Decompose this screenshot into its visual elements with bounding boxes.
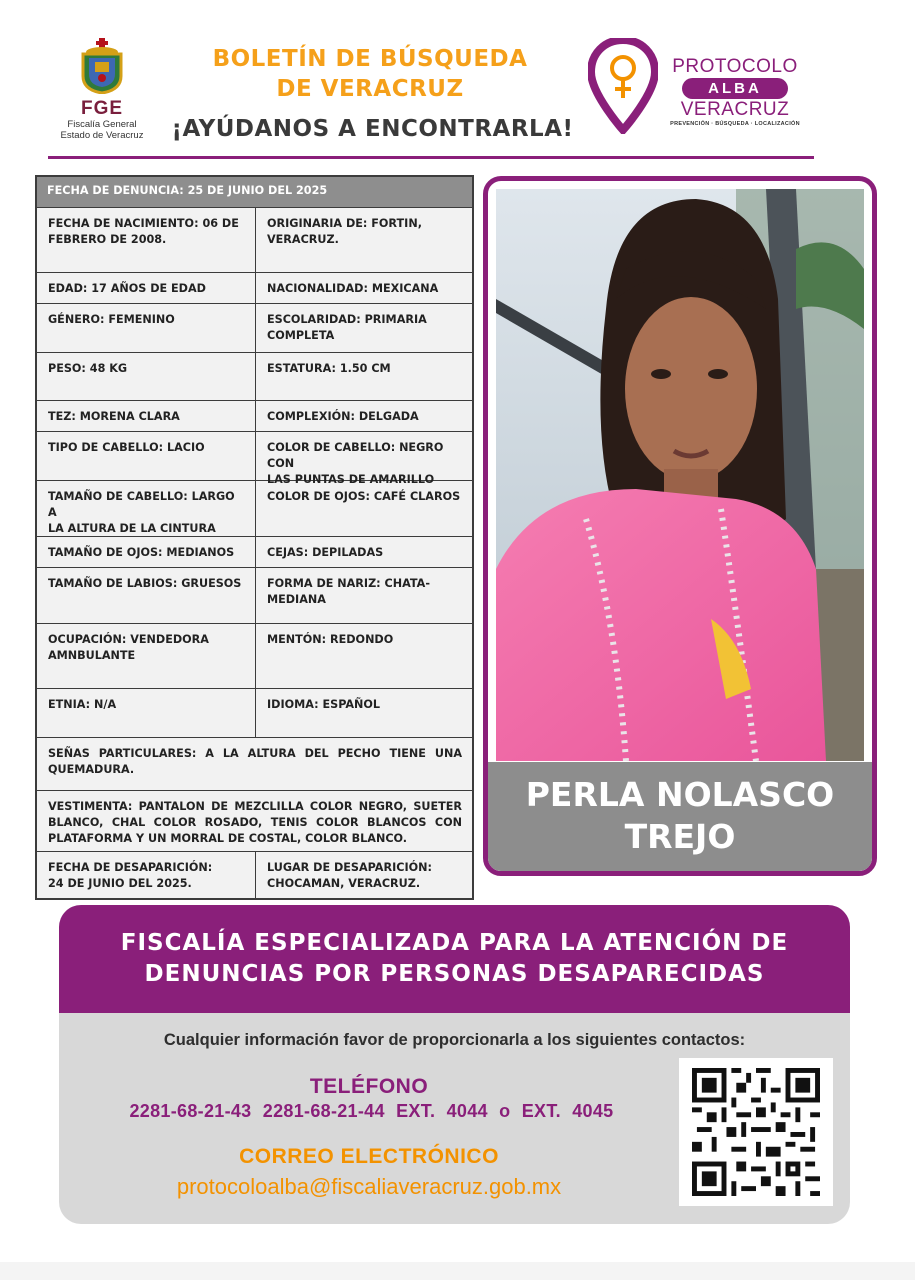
origin-cell: ORIGINARIA DE: FORTIN, VERACRUZ. <box>267 217 422 246</box>
qr-code[interactable] <box>679 1058 833 1206</box>
occupation-cell: OCUPACIÓN: VENDEDORA AMNBULANTE <box>37 624 256 688</box>
phone-label: TELÉFONO <box>309 1075 429 1098</box>
email-address[interactable]: protocoloalba@fiscaliaveracruz.gob.mx <box>176 1174 562 1199</box>
eye-size-cell: TAMAÑO DE OJOS: MEDIANOS <box>37 537 256 567</box>
table-row <box>37 401 472 432</box>
fiscalia-line1: FISCALÍA ESPECIALIZADA PARA LA ATENCIÓN DE <box>120 930 789 956</box>
nationality-cell: NACIONALIDAD: MEXICANA <box>267 282 439 295</box>
disappearance-date-cell: FECHA DE DESAPARICIÓN: 24 DE JUNIO DEL 2025. <box>37 852 256 898</box>
name-line2: TREJO <box>624 817 736 856</box>
fge-name-line2: Estado de Veracruz <box>60 130 144 141</box>
table-row <box>37 537 472 568</box>
table-row <box>37 738 472 791</box>
chin-cell: MENTÓN: REDONDO <box>267 633 394 646</box>
eye-color-cell: COLOR DE OJOS: CAFÉ CLAROS <box>267 490 461 503</box>
table-row <box>37 481 472 537</box>
hair-color-cell: COLOR DE CABELLO: NEGRO CON LAS PUNTAS DE AMARILLO <box>267 441 444 486</box>
protocolo-alba-logo <box>588 38 808 138</box>
veracruz-coat-of-arms-icon <box>77 38 127 94</box>
table-row <box>37 624 472 689</box>
missing-person-photo <box>496 189 864 761</box>
complexion-tone-cell: TEZ: MORENA CLARA <box>37 401 256 431</box>
hair-type-cell: TIPO DE CABELLO: LACIO <box>37 432 256 480</box>
email-label: CORREO ELECTRÓNICO <box>239 1145 499 1168</box>
female-location-pin-icon <box>588 38 658 134</box>
table-row <box>37 353 472 401</box>
height-cell: ESTATURA: 1.50 CM <box>267 362 391 375</box>
age-cell: EDAD: 17 AÑOS DE EDAD <box>37 273 256 303</box>
contact-intro: Cualquier información favor de proporcionarla a los siguientes contactos: <box>163 1031 746 1049</box>
contact-panel <box>59 1013 850 1224</box>
eyebrows-cell: CEJAS: DEPILADAS <box>267 546 384 559</box>
table-row <box>37 568 472 624</box>
fiscalia-banner <box>59 905 850 1013</box>
build-cell: COMPLEXIÓN: DELGADA <box>267 410 419 423</box>
hair-length-cell: TAMAÑO DE CABELLO: LARGO A LA ALTURA DE LA CINTURA <box>37 481 256 536</box>
alba-veracruz-label: VERACRUZ <box>680 99 790 120</box>
table-row <box>37 689 472 738</box>
missing-person-name <box>488 762 872 871</box>
table-row <box>37 273 472 304</box>
protocolo-alba-text <box>666 56 804 127</box>
header-divider <box>48 156 814 159</box>
phone-numbers[interactable]: 2281-68-21-43 2281-68-21-44 EXT. 4044 o EXT. 4045 <box>129 1101 614 1121</box>
fge-name-line1: Fiscalía General <box>67 119 137 130</box>
bulletin-title-line1: BOLETÍN DE BÚSQUEDA <box>212 46 528 72</box>
photo-frame <box>483 176 877 876</box>
help-find-her-heading: ¡AYÚDANOS A ENCONTRARLA! <box>171 116 574 142</box>
birth-date-cell: FECHA DE NACIMIENTO: 06 DE FEBRERO DE 2008. <box>37 208 256 272</box>
fge-abbreviation: FGE <box>80 98 124 119</box>
table-row <box>37 304 472 353</box>
schooling-cell: ESCOLARIDAD: PRIMARIA COMPLETA <box>267 313 427 342</box>
report-date-header: FECHA DE DENUNCIA: 25 DE JUNIO DEL 2025 <box>37 177 472 208</box>
page-footer-strip <box>0 1262 915 1280</box>
alba-protocolo-label: PROTOCOLO <box>672 56 798 77</box>
disappearance-place-cell: LUGAR DE DESAPARICIÓN: CHOCAMAN, VERACRUZ. <box>267 861 432 890</box>
table-row <box>37 852 472 898</box>
alba-pill: ALBA <box>682 78 788 99</box>
alba-tagline: PREVENCIÓN · BÚSQUEDA · LOCALIZACIÓN <box>670 121 800 127</box>
name-line1: PERLA NOLASCO <box>525 775 835 814</box>
nose-shape-cell: FORMA DE NARIZ: CHATA- MEDIANA <box>267 577 430 606</box>
language-cell: IDIOMA: ESPAÑOL <box>267 698 381 711</box>
lip-size-cell: TAMAÑO DE LABIOS: GRUESOS <box>37 568 256 623</box>
bulletin-title-line2: DE VERACRUZ <box>276 76 464 102</box>
missing-person-data-table <box>35 175 474 900</box>
qr-code-icon <box>691 1068 821 1196</box>
table-row <box>37 791 472 852</box>
fge-logo <box>52 38 152 148</box>
fiscalia-line2: DENUNCIAS POR PERSONAS DESAPARECIDAS <box>144 961 765 987</box>
weight-cell: PESO: 48 KG <box>37 353 256 400</box>
clothing-cell: VESTIMENTA: PANTALON DE MEZCLILLA COLOR NEGRO, SUETER BLANCO, CHAL COLOR ROSADO, TENIS COLOR BLANCOS CON PLATAFORMA Y UN MORRAL DE COSTAL, COLOR BLANCO. <box>48 800 462 845</box>
table-row <box>37 432 472 486</box>
table-row <box>37 208 472 273</box>
ethnicity-cell: ETNIA: N/A <box>37 689 256 737</box>
gender-cell: GÉNERO: FEMENINO <box>37 304 256 352</box>
distinguishing-marks-cell: SEÑAS PARTICULARES: A LA ALTURA DEL PECHO TIENE UNA QUEMADURA. <box>48 747 462 776</box>
